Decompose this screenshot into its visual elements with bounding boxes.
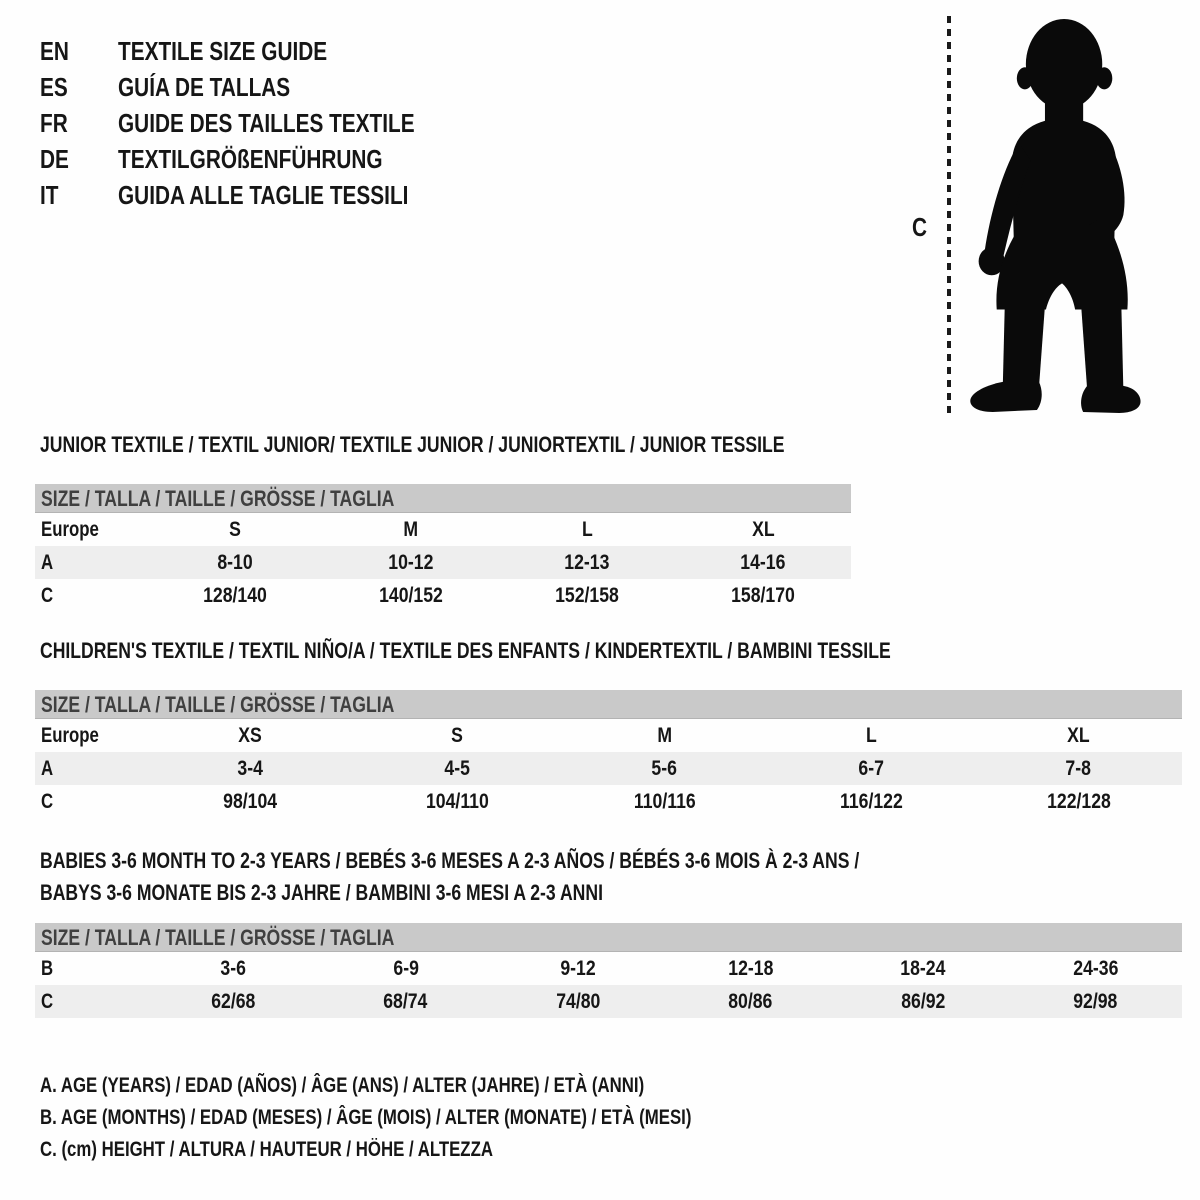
row-cell-text: 62/68 — [211, 990, 256, 1013]
row-cell-text: XL — [1067, 724, 1090, 747]
row-label — [35, 546, 147, 579]
row-label — [35, 513, 147, 546]
row-label-text: B — [41, 957, 54, 980]
language-label-text: GUIDA ALLE TAGLIE TESSILI — [118, 180, 409, 210]
table-row-europe — [35, 513, 851, 546]
size-table-children — [35, 690, 1182, 818]
row-cell — [354, 752, 561, 785]
row-cell — [147, 985, 320, 1018]
row-cell-text: XS — [238, 724, 263, 747]
language-label-text: TEXTILE SIZE GUIDE — [118, 36, 328, 66]
row-cell-text: 6-7 — [858, 757, 885, 780]
row-cell-text: 128/140 — [203, 584, 267, 607]
row-cell-text: 80/86 — [728, 990, 773, 1013]
row-cell-text: 152/158 — [555, 584, 619, 607]
row-label — [35, 719, 147, 752]
row-cell — [147, 719, 354, 752]
row-label-text: C — [41, 790, 54, 813]
language-code-text: ES — [40, 72, 68, 102]
legend-note — [40, 1134, 854, 1166]
legend-note-text: B. AGE (MONTHS) / EDAD (MESES) / ÂGE (MOIS) / ALTER (MONATE) / ETÀ (MESI) — [40, 1106, 692, 1129]
row-cell-text: 9-12 — [560, 957, 596, 980]
row-cell — [768, 785, 975, 818]
row-cell — [561, 719, 768, 752]
section-title-line — [40, 635, 1103, 667]
language-code — [40, 141, 118, 177]
row-cell-text: S — [229, 518, 241, 541]
language-code-text: EN — [40, 36, 69, 66]
row-cell-text: XL — [751, 518, 775, 541]
row-cell — [1010, 985, 1183, 1018]
row-label-text: Europe — [41, 724, 99, 747]
row-cell — [975, 752, 1182, 785]
legend-note — [40, 1070, 854, 1102]
language-row — [40, 33, 489, 69]
row-cell — [492, 952, 665, 985]
row-cell-text: 10-12 — [388, 551, 434, 574]
language-code-text: FR — [40, 108, 68, 138]
row-cell — [1010, 952, 1183, 985]
language-row — [40, 105, 489, 141]
table-row-c — [35, 785, 1182, 818]
section-title-text: CHILDREN'S TEXTILE / TEXTIL NIÑO/A / TEXTILE DES ENFANTS / KINDERTEXTIL / BAMBINI TESSILE — [40, 638, 891, 663]
table-row-a — [35, 546, 851, 579]
row-cell — [320, 952, 493, 985]
language-code — [40, 33, 118, 69]
height-dashed-line — [947, 16, 951, 416]
row-label — [35, 985, 147, 1018]
row-cell-text: L — [866, 724, 877, 747]
section-title-text: BABIES 3-6 MONTH TO 2-3 YEARS / BEBÉS 3-6 MESES A 2-3 AÑOS / BÉBÉS 3-6 MOIS À 2-3 ANS / — [40, 848, 860, 873]
language-label — [118, 144, 449, 174]
row-cell-text: 8-10 — [217, 551, 253, 574]
section-title-babies — [40, 845, 1064, 909]
row-cell-text: 116/122 — [840, 790, 903, 813]
row-cell — [354, 719, 561, 752]
row-cell — [147, 546, 323, 579]
row-cell-text: 92/98 — [1073, 990, 1118, 1013]
row-cell-text: 12-18 — [728, 957, 774, 980]
row-cell — [323, 513, 499, 546]
legend-notes — [40, 1070, 854, 1166]
size-table-babies — [35, 923, 1182, 1018]
row-cell — [499, 546, 675, 579]
language-label-text: GUIDE DES TAILLES TEXTILE — [118, 108, 415, 138]
table-row-europe — [35, 719, 1182, 752]
size-header-text: SIZE / TALLA / TAILLE / GRÖSSE / TAGLIA — [41, 486, 395, 511]
row-cell-text: 6-9 — [392, 957, 419, 980]
row-cell-text: 98/104 — [223, 790, 278, 813]
table-row-b — [35, 952, 1182, 985]
row-label-text: Europe — [41, 518, 99, 541]
row-cell-text: 122/128 — [1046, 790, 1111, 813]
row-cell — [561, 785, 768, 818]
row-label — [35, 579, 147, 612]
row-cell — [147, 785, 354, 818]
row-cell-text: 14-16 — [740, 551, 786, 574]
row-cell — [147, 952, 320, 985]
row-label — [35, 952, 147, 985]
row-cell-text: 7-8 — [1065, 757, 1092, 780]
row-cell-text: 104/110 — [426, 790, 489, 813]
section-title-text: JUNIOR TEXTILE / TEXTIL JUNIOR/ TEXTILE JUNIOR / JUNIORTEXTIL / JUNIOR TESSILE — [40, 432, 785, 457]
table-row-a — [35, 752, 1182, 785]
row-cell-text: 5-6 — [651, 757, 678, 780]
language-label-text: TEXTILGRÖßENFÜHRUNG — [118, 144, 383, 174]
row-cell — [837, 952, 1010, 985]
language-label — [118, 180, 481, 210]
row-cell-text: 3-6 — [220, 957, 246, 980]
row-cell-text: 86/92 — [901, 990, 946, 1013]
row-cell — [768, 719, 975, 752]
row-cell — [147, 752, 354, 785]
row-cell-text: 74/80 — [556, 990, 601, 1013]
row-cell — [354, 785, 561, 818]
row-label — [35, 785, 147, 818]
row-cell — [665, 985, 838, 1018]
row-cell — [837, 985, 1010, 1018]
row-cell-text: 24-36 — [1073, 957, 1119, 980]
language-row — [40, 177, 489, 213]
row-cell-text: 18-24 — [900, 957, 946, 980]
legend-note — [40, 1102, 854, 1134]
section-title-children — [40, 635, 1103, 667]
row-label-text: A — [41, 551, 54, 574]
size-header-bar — [35, 923, 1182, 952]
language-code — [40, 69, 118, 105]
row-cell — [147, 513, 323, 546]
row-cell-text: 110/116 — [633, 790, 696, 813]
size-header-bar — [35, 484, 851, 513]
row-cell — [675, 513, 851, 546]
row-cell — [975, 785, 1182, 818]
row-cell-text: 3-4 — [237, 757, 264, 780]
row-cell — [768, 752, 975, 785]
row-cell — [665, 952, 838, 985]
row-cell-text: M — [403, 518, 419, 541]
row-cell — [323, 546, 499, 579]
height-measure-label — [912, 212, 931, 243]
language-label-text: GUÍA DE TALLAS — [118, 72, 291, 102]
legend-note-text: C. (cm) HEIGHT / ALTURA / HAUTEUR / HÖHE / ALTEZZA — [40, 1138, 493, 1161]
size-header-text: SIZE / TALLA / TAILLE / GRÖSSE / TAGLIA — [41, 692, 395, 717]
row-cell-text: 12-13 — [564, 551, 610, 574]
size-table-junior — [35, 484, 851, 612]
row-cell-text: 68/74 — [383, 990, 428, 1013]
row-cell — [675, 579, 851, 612]
legend-note-text: A. AGE (YEARS) / EDAD (AÑOS) / ÂGE (ANS) / ALTER (JAHRE) / ETÀ (ANNI) — [40, 1074, 645, 1097]
row-label-text: C — [41, 990, 54, 1013]
language-row — [40, 69, 489, 105]
language-code-text: DE — [40, 144, 69, 174]
table-row-c — [35, 985, 1182, 1018]
row-cell — [320, 985, 493, 1018]
row-cell-text: 4-5 — [444, 757, 471, 780]
toddler-silhouette-icon — [962, 14, 1144, 416]
row-cell-text: M — [657, 724, 672, 747]
size-header-text: SIZE / TALLA / TAILLE / GRÖSSE / TAGLIA — [41, 925, 395, 950]
row-cell — [975, 719, 1182, 752]
section-title-line — [40, 429, 971, 461]
row-label-text: A — [41, 757, 54, 780]
language-list — [40, 33, 489, 213]
language-label — [118, 72, 333, 102]
row-cell — [561, 752, 768, 785]
row-cell — [492, 985, 665, 1018]
height-measure-letter: C — [912, 212, 928, 242]
row-cell — [675, 546, 851, 579]
row-cell-text: 140/152 — [379, 584, 443, 607]
row-cell — [499, 579, 675, 612]
row-cell — [499, 513, 675, 546]
language-code — [40, 177, 118, 213]
section-title-text: BABYS 3-6 MONATE BIS 2-3 JAHRE / BAMBINI 3-6 MESI A 2-3 ANNI — [40, 880, 603, 905]
row-cell-text: L — [581, 518, 593, 541]
section-title-line — [40, 877, 1064, 909]
language-code-text: IT — [40, 180, 59, 210]
language-code — [40, 105, 118, 141]
language-label — [118, 36, 379, 66]
row-cell-text: 158/170 — [731, 584, 795, 607]
row-cell — [147, 579, 323, 612]
table-row-c — [35, 579, 851, 612]
row-cell-text: S — [451, 724, 464, 747]
row-cell — [323, 579, 499, 612]
row-label — [35, 752, 147, 785]
language-row — [40, 141, 489, 177]
language-label — [118, 108, 489, 138]
section-title-line — [40, 845, 1064, 877]
size-header-bar — [35, 690, 1182, 719]
row-label-text: C — [41, 584, 54, 607]
section-title-junior — [40, 429, 971, 461]
